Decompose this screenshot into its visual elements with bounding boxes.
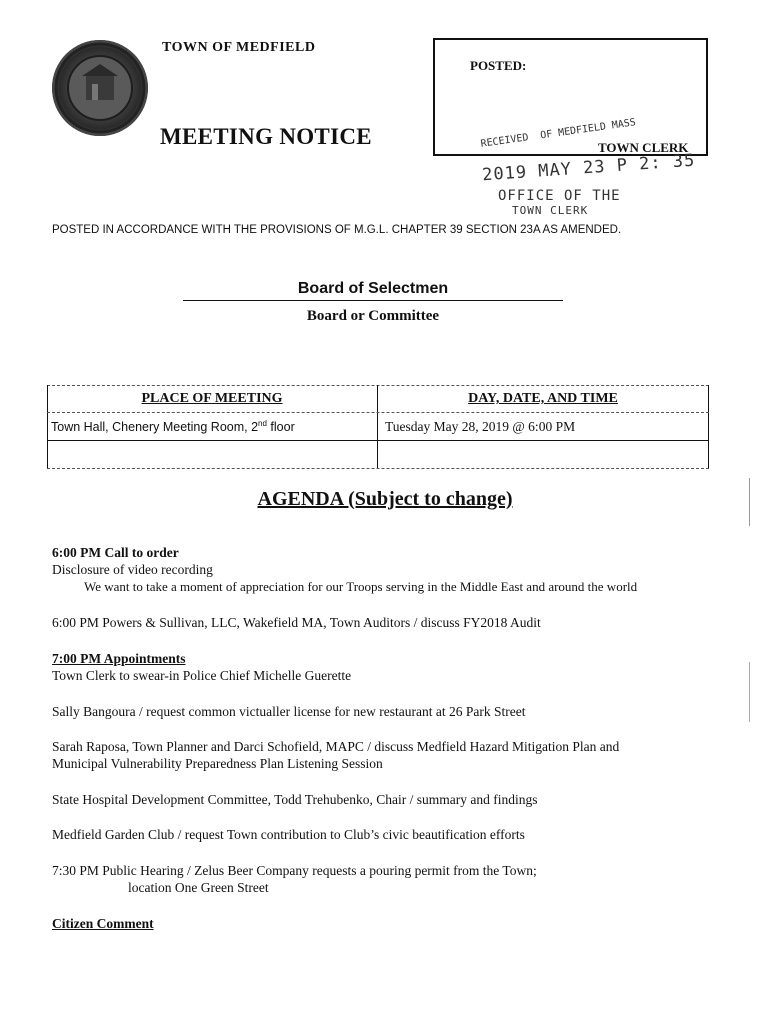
place-header: PLACE OF MEETING: [141, 391, 283, 406]
agenda-state-hospital: State Hospital Development Committee, Todd Trehubenko, Chair / summary and findings: [52, 792, 538, 807]
stamp-office: OFFICE OF THE: [498, 188, 621, 204]
datetime-header: DAY, DATE, AND TIME: [468, 391, 618, 406]
received-stamp: RECEIVED OF MEDFIELD MASS: [479, 117, 637, 150]
meeting-place: [51, 419, 295, 434]
town-clerk-label: TOWN CLERK: [598, 140, 689, 155]
meeting-place-text: Town Hall, Chenery Meeting Room, 2: [51, 420, 259, 435]
town-name: TOWN OF MEDFIELD: [162, 40, 316, 55]
agenda-call-to-order: 6:00 PM Call to order: [52, 545, 179, 560]
agenda-raposa-2: Municipal Vulnerability Preparedness Plan Listening Session: [52, 756, 383, 771]
meeting-table: [47, 385, 709, 469]
agenda-heading: AGENDA (Subject to change): [257, 488, 513, 510]
stamp-clerk: TOWN CLERK: [512, 204, 589, 217]
scan-mark: [749, 662, 750, 722]
posted-box: [433, 38, 708, 156]
scan-mark: [749, 478, 750, 526]
agenda-bangoura: Sally Bangoura / request common victualler license for new restaurant at 26 Park Street: [52, 704, 526, 719]
meeting-place-sup: nd: [258, 419, 267, 428]
agenda-hearing-2: location One Green Street: [128, 880, 269, 895]
board-name: Board of Selectmen: [183, 280, 563, 301]
posted-label: POSTED:: [470, 58, 527, 73]
meeting-place-floor: floor: [266, 420, 295, 435]
town-seal-logo: [52, 40, 148, 136]
meeting-datetime: Tuesday May 28, 2019 @ 6:00 PM: [385, 419, 576, 434]
agenda-disclosure: Disclosure of video recording: [52, 562, 213, 577]
agenda-citizen-comment: Citizen Comment: [52, 916, 154, 931]
agenda-audit: 6:00 PM Powers & Sullivan, LLC, Wakefield MA, Town Auditors / discuss FY2018 Audit: [52, 615, 541, 630]
agenda-swear-in: Town Clerk to swear-in Police Chief Michelle Guerette: [52, 668, 352, 683]
agenda-hearing-1: 7:30 PM Public Hearing / Zelus Beer Company requests a pouring permit from the Town;: [52, 863, 537, 878]
stamp-date: 2019 MAY 23 P 2: 35: [481, 150, 696, 186]
board-label: Board or Committee: [306, 308, 440, 324]
page-title: MEETING NOTICE: [160, 124, 372, 149]
agenda-appointments: 7:00 PM Appointments: [52, 651, 186, 666]
agenda-troops: We want to take a moment of appreciation for our Troops serving in the Middle East and around the world: [84, 579, 638, 594]
agenda-garden-club: Medfield Garden Club / request Town contribution to Club’s civic beautification efforts: [52, 827, 525, 842]
agenda-raposa-1: Sarah Raposa, Town Planner and Darci Schofield, MAPC / discuss Medfield Hazard Mitigation Plan and: [52, 739, 620, 754]
posting-statement: POSTED IN ACCORDANCE WITH THE PROVISIONS OF M.G.L. CHAPTER 39 SECTION 23A AS AMENDED.: [52, 224, 622, 236]
